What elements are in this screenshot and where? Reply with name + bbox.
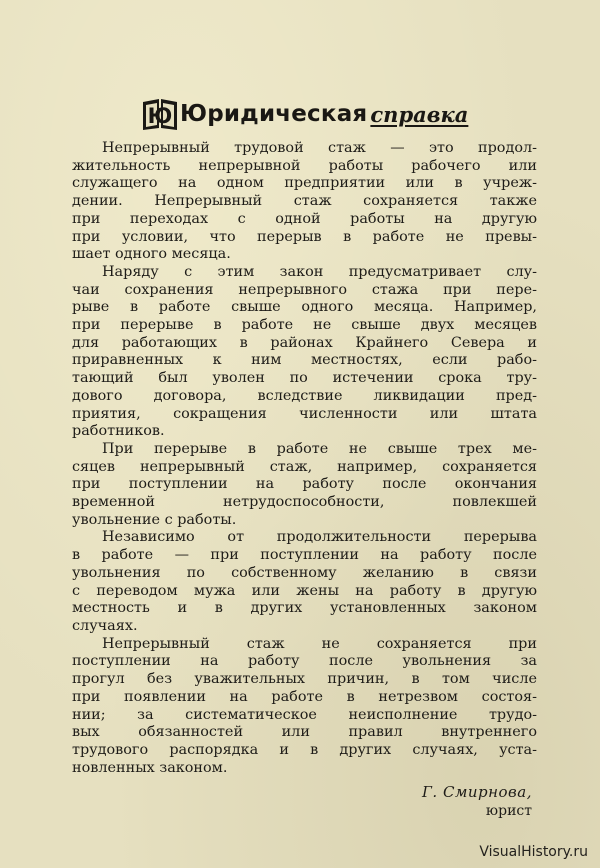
text-line: Непрерывный стаж не сохраняется при [102, 635, 537, 652]
paragraph-5 [72, 636, 537, 778]
paragraph-1 [72, 140, 537, 264]
text-line: при условии, что перерыв в работе не превы- [72, 228, 537, 245]
heading [140, 92, 470, 136]
text-line: сяцев непрерывный стаж, например, сохраняется [72, 458, 537, 475]
text-line: новленных законом. [72, 759, 228, 776]
text-line: служащего на одном предприятии или в учреж- [72, 175, 537, 192]
text-line: приравненных к ним местностях, если рабо- [72, 352, 537, 369]
text-line: дении. Непрерывный стаж сохраняется также [72, 193, 537, 210]
author-title: юрист [485, 803, 532, 819]
text-line: с переводом мужа или жены на работу в другую [72, 582, 537, 599]
text-line: рыве в работе свыше одного месяца. Например, [72, 299, 537, 316]
text-line: для работающих в районах Крайнего Севера и [72, 334, 537, 351]
text-line: при поступлении на работу после окончания [72, 476, 537, 493]
heading-script: справка [370, 101, 469, 127]
text-line: в работе — при поступлении на работу после [72, 547, 537, 564]
author-name: Г. Смирнова, [422, 783, 532, 801]
text-line: трудового распорядка и в других случаях, уста- [72, 741, 537, 758]
text-line: жительность непрерывной работы рабочего или [72, 157, 537, 174]
text-line: временной нетрудоспособности, повлекшей [72, 494, 537, 511]
paragraph-4 [72, 529, 537, 635]
paragraph-2 [72, 264, 537, 441]
text-line: нии; за систематическое неисполнение трудо- [72, 706, 537, 723]
text-line: случаях. [72, 617, 138, 634]
text-line: Наряду с этим закон предусматривает слу- [102, 263, 537, 280]
watermark: VisualHistory.ru [479, 844, 588, 860]
paragraph-3 [72, 441, 537, 530]
heading-main: Юридическая [180, 100, 368, 127]
text-line: Независимо от продолжительности перерыва [102, 529, 537, 546]
text-line: прогул без уважительных причин, в том числе [72, 671, 537, 688]
text-line: При перерыве в работе не свыше трех ме- [102, 440, 537, 457]
text-line: дового договора, вследствие ликвидации пред- [72, 387, 537, 404]
text-line: вых обязанностей или правил внутреннего [72, 724, 537, 741]
text-line: местность и в других установленных законом [72, 600, 537, 617]
text-line: поступлении на работу после увольнения за [72, 653, 537, 670]
text-line: увольнение с работы. [72, 511, 237, 528]
text-line: чаи сохранения непрерывного стажа при пере- [72, 281, 537, 298]
book-icon [140, 94, 180, 134]
text-line: тающий был уволен по истечении срока тру- [72, 370, 537, 387]
text-line: при появлении на работе в нетрезвом состоя- [72, 688, 537, 705]
text-line: увольнения по собственному желанию в связи [72, 564, 537, 581]
article-body [72, 140, 537, 777]
svg-text:Ю: Ю [147, 104, 173, 128]
text-line: при переходах с одной работы на другую [72, 210, 537, 227]
text-line: приятия, сокращения численности или штата [72, 405, 537, 422]
text-line: Непрерывный трудовой стаж — это продол- [102, 140, 537, 156]
text-line: работников. [72, 423, 165, 440]
text-line: шает одного месяца. [72, 246, 231, 263]
text-line: при перерыве в работе не свыше двух месяцев [72, 317, 537, 334]
signature-block [340, 783, 532, 820]
